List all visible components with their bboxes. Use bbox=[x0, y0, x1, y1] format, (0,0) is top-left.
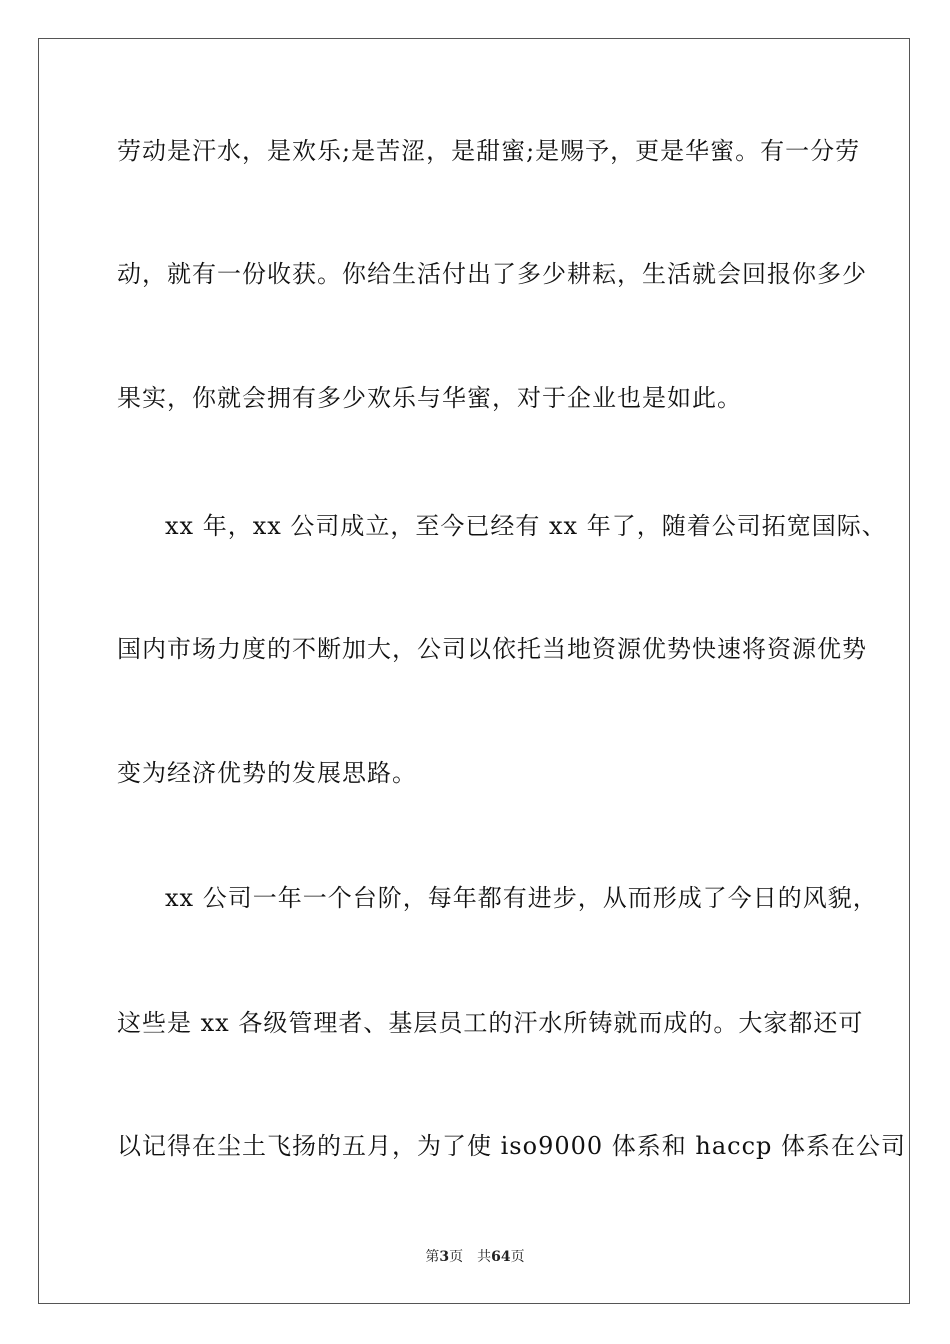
page-footer bbox=[0, 1248, 950, 1266]
text-line: xx 年，xx 公司成立，至今已经有 xx 年了，随着公司拓宽国际、 bbox=[165, 512, 887, 540]
text-line: 动，就有一份收获。你给生活付出了多少耕耘，生活就会回报你多少 bbox=[117, 260, 867, 288]
page-number: 3 bbox=[439, 1249, 450, 1265]
text-line: 国内市场力度的不断加大，公司以依托当地资源优势快速将资源优势 bbox=[117, 635, 867, 663]
text-line: 劳动是汗水，是欢乐;是苦涩，是甜蜜;是赐予，更是华蜜。有一分劳 bbox=[117, 137, 861, 165]
text-line: 变为经济优势的发展思路。 bbox=[117, 759, 417, 787]
text-line: 果实，你就会拥有多少欢乐与华蜜，对于企业也是如此。 bbox=[117, 384, 742, 412]
total-label-prefix: 共 bbox=[477, 1249, 492, 1265]
total-label-suffix: 页 bbox=[510, 1249, 525, 1265]
page-label-suffix: 页 bbox=[449, 1249, 464, 1265]
text-line: 这些是 xx 各级管理者、基层员工的汗水所铸就而成的。大家都还可 bbox=[117, 1009, 864, 1037]
total-pages: 64 bbox=[491, 1249, 511, 1265]
text-line: 以记得在尘土飞扬的五月，为了使 iso9000 体系和 haccp 体系在公司 bbox=[117, 1132, 907, 1160]
page-border bbox=[38, 38, 910, 1304]
text-line: xx 公司一年一个台阶，每年都有进步，从而形成了今日的风貌， bbox=[165, 884, 878, 912]
page-label-prefix: 第 bbox=[425, 1249, 440, 1265]
